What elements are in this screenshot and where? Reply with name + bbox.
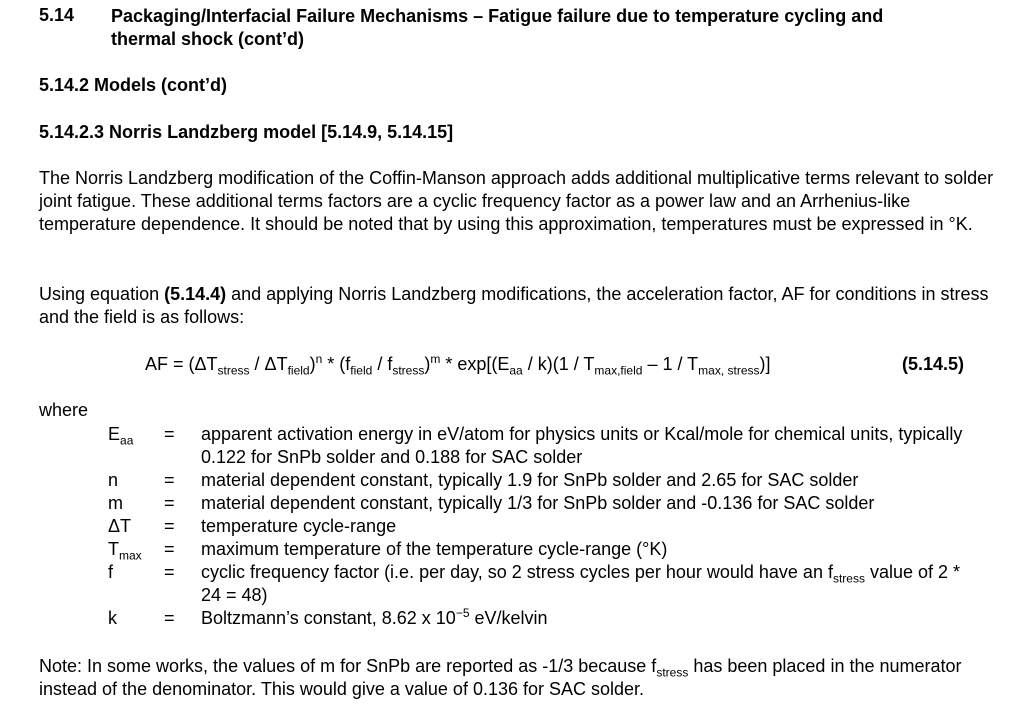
definition-text: Boltzmann’s constant, 8.62 x $10^{-5}$ eV/kelvin (201, 606, 548, 628)
definition-equals: = (164, 470, 175, 490)
definition-equals: = (164, 516, 175, 536)
definition-equals: = (164, 608, 175, 628)
definition-symbol: $E_{aa}$ (108, 424, 134, 448)
equation-reference: (5.14.4) (164, 284, 227, 304)
definition-text: apparent activation energy in eV/atom for physics units or Kcal/mole for chemical units, typically 0.122 for SnPb solder and 0.188 for SAC solder (201, 424, 963, 467)
definition-text: temperature cycle-range (201, 516, 397, 536)
definition-text: maximum temperature of the temperature cycle-range (°K) (201, 539, 668, 559)
definition-row (108, 561, 981, 607)
where-label: where (39, 400, 89, 420)
definition-equals: = (164, 424, 175, 444)
subsection-heading: 5.14.2 Models (cont’d) (39, 75, 228, 95)
definition-equals: = (164, 493, 175, 513)
equation-number: (5.14.5) (902, 354, 965, 374)
section-title (111, 5, 883, 51)
paragraph-text-after: and applying Norris Landzberg modifications, the acceleration factor, AF for conditions in stress and the field is as follows: (39, 284, 989, 327)
definition-row (108, 492, 981, 515)
definition-text: material dependent constant, typically 1.9 for SnPb solder and 2.65 for SAC solder (201, 470, 859, 490)
definitions-list (108, 423, 981, 630)
definition-equals: = (164, 562, 175, 582)
paragraph-text-before: Using equation (39, 284, 165, 304)
definition-text: cyclic frequency factor (i.e. per day, so 2 stress cycles per hour would have an $f_{stress}$ value of 2 * 24 = 48) (201, 562, 961, 605)
definition-symbol: $T_{max}$ (108, 539, 142, 563)
section-number: 5.14 (39, 5, 75, 25)
definition-symbol: ΔT (108, 516, 132, 536)
section-title-line-1: Packaging/Interfacial Failure Mechanisms – Fatigue failure due to temperature cycling and (111, 6, 884, 26)
definition-symbol: m (108, 493, 123, 513)
definition-symbol: n (108, 470, 119, 490)
definition-row (108, 538, 981, 561)
definition-row (108, 423, 981, 469)
definition-row (108, 607, 981, 630)
definition-row (108, 469, 981, 492)
equation-intro-paragraph (39, 283, 999, 329)
definition-text: material dependent constant, typically 1/3 for SnPb solder and -0.136 for SAC solder (201, 493, 875, 513)
subsubsection-heading: 5.14.2.3 Norris Landzberg model [5.14.9, 5.14.15] (39, 122, 454, 142)
definition-equals: = (164, 539, 175, 559)
section-title-line-2: thermal shock (cont’d) (111, 29, 305, 49)
definition-symbol: f (108, 562, 114, 582)
definition-row (108, 515, 981, 538)
note-paragraph: Note: In some works, the values of m for SnPb are reported as -1/3 because $f_{stress}$ has been placed in the numerator instead of the denominator. This would give a value of 0.136 for SAC solder. (39, 656, 962, 699)
definition-symbol: k (108, 608, 117, 628)
acceleration-factor-equation: AF = $(\Delta T_{stress} / \Delta T_{field})^n * (f_{field} / f_{stress})^m * \exp[(E_{aa} / k)(1 / T_{max,field} - 1 / T_{max, stress})]$ (145, 352, 771, 378)
intro-paragraph: The Norris Landzberg modification of the Coffin-Manson approach adds additional multiplicative terms relevant to solder joint fatigue. These additional terms factors are a cyclic frequency factor as a power law and an Arrhenius-like temperature dependence. It should be noted that by using this approximation, temperatures must be expressed in °K. (39, 168, 994, 234)
